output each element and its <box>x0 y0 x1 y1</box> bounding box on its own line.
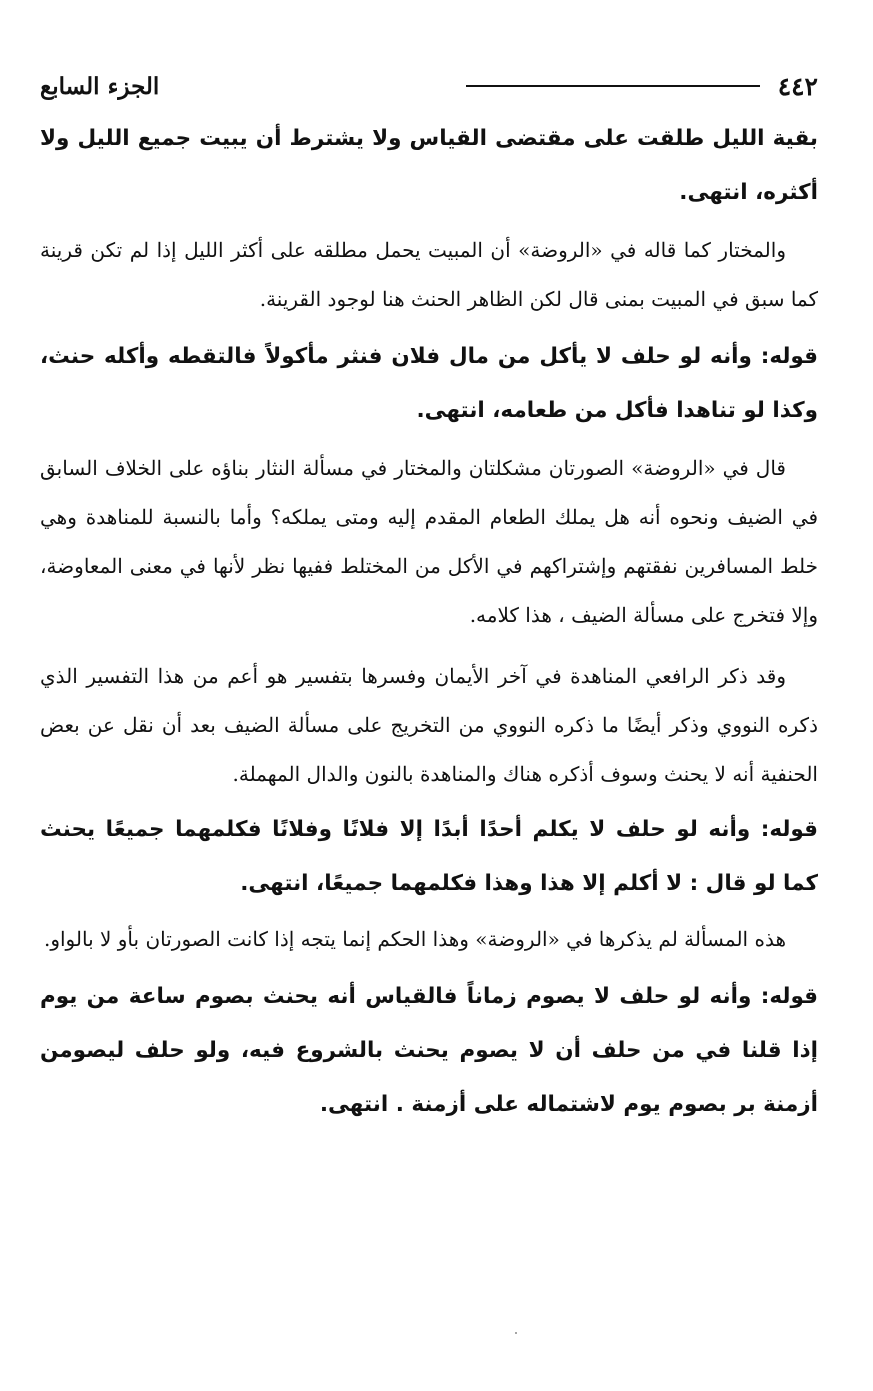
header-rule <box>466 85 760 87</box>
quote-paragraph: قوله: وأنه لو حلف لا يأكل من مال فلان فنثر مأكولاً فالتقطه وأكله حنث، وكذا لو تناهدا فأكل من طعامه، انتهى. <box>40 344 818 423</box>
page-number: ٤٤٢ <box>777 71 818 101</box>
quote-paragraph: بقية الليل طلقت على مقتضى القياس ولا يشترط أن يبيت جميع الليل ولا أكثره، انتهى. <box>40 126 818 205</box>
page-header <box>40 64 818 108</box>
book-page <box>40 64 818 1132</box>
commentary-paragraph: وقد ذكر الرافعي المناهدة في آخر الأيمان وفسرها بتفسير هو أعم من هذا التفسير الذي ذكره النووي وذكر أيضًا ما ذكره النووي من التخريج على مسألة الضيف بعد أن نقل عن بعض الحنفية أنه لا يحنث وسوف أذكره هناك والمناهدة بالنون والدال المهملة. <box>40 664 818 786</box>
commentary-paragraph: والمختار كما قاله في «الروضة» أن المبيت يحمل مطلقه على أكثر الليل إذا لم تكن قرينة كما سبق في المبيت بمنى قال لكن الظاهر الحنث هنا لوجود القرينة. <box>40 238 818 311</box>
commentary-paragraph: هذه المسألة لم يذكرها في «الروضة» وهذا الحكم إنما يتجه إذا كانت الصورتان بأو لا بالواو. <box>43 927 786 951</box>
quote-paragraph: قوله: وأنه لو حلف لا يكلم أحدًا أبدًا إلا فلانًا وفلانًا فكلمهما جميعًا يحنث كما لو قال : لا أكلم إلا هذا وهذا فكلمهما جميعًا، انتهى. <box>40 817 818 896</box>
commentary-paragraph: قال في «الروضة» الصورتان مشكلتان والمختار في مسألة النثار بناؤه على الخلاف السابق في الضيف ونحوه أنه هل يملك الطعام المقدم إليه ومتى يملكه؟ وأما بالنسبة للمناهدة وهي خلط المسافرين نفقتهم وإشتراكهم في الأكل من المختلط ففيها نظر لأنها في معنى المعاوضة، وإلا فتخرج على مسألة الضيف ، هذا كلامه. <box>40 456 819 627</box>
scan-speck <box>515 1332 517 1334</box>
quote-paragraph: قوله: وأنه لو حلف لا يصوم زماناً فالقياس أنه يحنث بصوم ساعة من يوم إذا قلنا في من حلف أن لا يصوم يحنث بالشروع فيه، ولو حلف ليصومن أزمنة بر بصوم يوم لاشتماله على أزمنة . انتهى. <box>40 984 818 1117</box>
volume-title: الجزء السابع <box>40 72 160 100</box>
